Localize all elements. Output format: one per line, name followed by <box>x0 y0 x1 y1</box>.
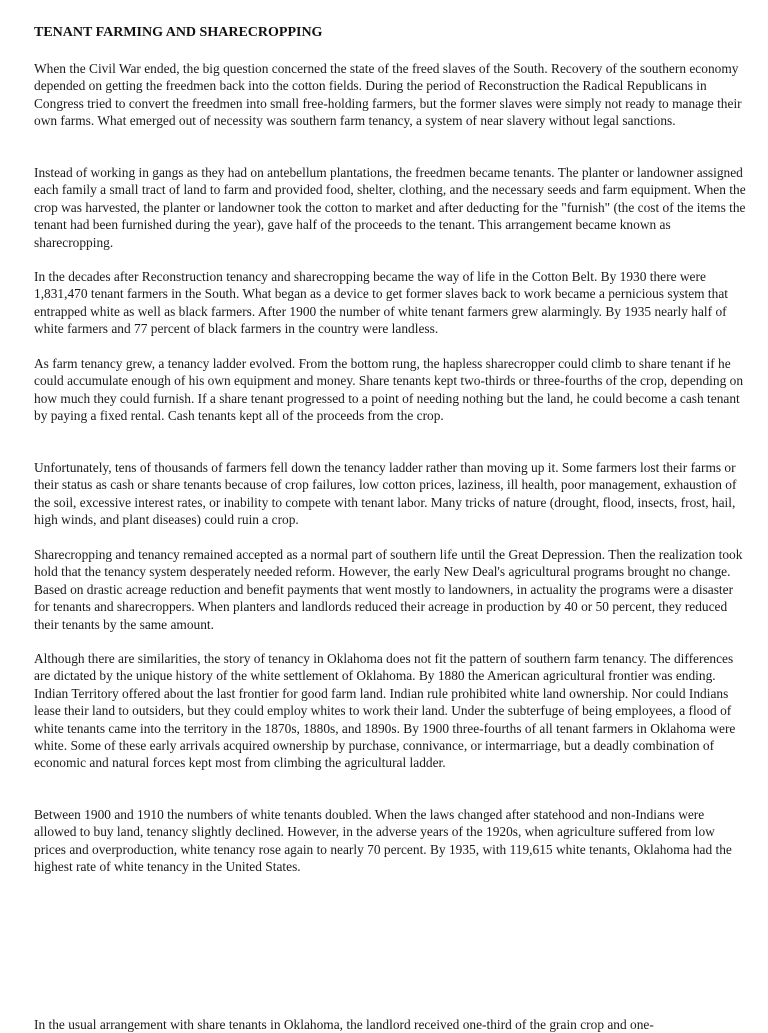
paragraph-civil-war-end: When the Civil War ended, the big question concerned the state of the freed slaves of the South. Recovery of the southern economy depended on getting the freedmen back into the cotton fields. During the period of Reconstruction the Radical Republicans in Congress tried to convert the freedmen into small free-holding farmers, but the former slaves were simply not ready to manage their own farms. What emerged out of necessity was southern farm tenancy, a system of near slavery without legal sanctions. <box>34 61 742 129</box>
paragraph-tenancy-ladder: As farm tenancy grew, a tenancy ladder evolved. From the bottom rung, the hapless sharecropper could climb to share tenant if he could accumulate enough of his own equipment and money. Share tenants kept two-thirds or three-fourths of the crop, depending on how much they could furnish. If a share tenant progressed to a point of needing nothing but the land, he could become a cash tenant by paying a fixed rental. Cash tenants kept all of the proceeds from the crop. <box>34 356 744 424</box>
paragraph-falling-down-ladder: Unfortunately, tens of thousands of farmers fell down the tenancy ladder rather than moving up it. Some farmers lost their farms or their status as cash or share tenants because of crop failures, low cotton prices, laziness, ill health, poor management, exhaustion of the soil, excessive interest rates, or inability to compete with tenant labor. Many tricks of nature (drought, flood, insects, frost, hail, high winds, and plant diseases) could ruin a crop. <box>34 460 737 528</box>
document-title: TENANT FARMING AND SHARECROPPING <box>34 25 323 40</box>
paragraph-share-tenant-arrangement: In the usual arrangement with share tenants in Oklahoma, the landlord received one-third of the grain crop and one- <box>34 1017 654 1032</box>
paragraph-oklahoma-differences: Although there are similarities, the story of tenancy in Oklahoma does not fit the pattern of southern farm tenancy. The differences are dictated by the unique history of the white settlement of Oklahoma. By 1880 the American agricultural frontier was ending. Indian Territory offered about the last frontier for good farm land. Indian rule prohibited white land ownership. Nor could Indians lease their land to outsiders, but they could employ whites to work their land. Under the subterfuge of being employees, a flood of white tenants came into the territory in the 1870s, 1880s, and 1890s. By 1900 three-fourths of all tenant farmers in Oklahoma were white. Some of these early arrivals acquired ownership by purchase, connivance, or intermarriage, but a deadly combination of economic and natural forces kept most from climbing the agricultural ladder. <box>34 651 736 771</box>
paragraph-cotton-belt: In the decades after Reconstruction tenancy and sharecropping became the way of life in the Cotton Belt. By 1930 there were 1,831,470 tenant farmers in the South. What began as a device to get former slaves back to work became a pernicious system that entrapped white as well as black farmers. After 1900 the number of white tenant farmers grew alarmingly. By 1935 nearly half of white farmers and 77 percent of black farmers in the country were landless. <box>34 269 728 337</box>
paragraph-sharecropping-origin: Instead of working in gangs as they had on antebellum plantations, the freedmen became tenants. The planter or landowner assigned each family a small tract of land to farm and provided food, shelter, clothing, and the necessary seeds and farm equipment. When the crop was harvested, the planter or landowner took the cotton to market and after deducting for the "furnish" (the cost of the items the tenant had been furnished during the year), gave half of the proceeds to the tenant. This arrangement became known as sharecropping. <box>34 165 746 250</box>
paragraph-white-tenancy-growth: Between 1900 and 1910 the numbers of white tenants doubled. When the laws changed after statehood and non-Indians were allowed to buy land, tenancy slightly declined. However, in the adverse years of the 1920s, when agriculture suffered from low prices and overproduction, white tenancy rose again to nearly 70 percent. By 1935, with 119,615 white tenants, Oklahoma had the highest rate of white tenancy in the United States. <box>34 807 732 875</box>
paragraph-great-depression: Sharecropping and tenancy remained accepted as a normal part of southern life until the Great Depression. Then the realization took hold that the tenancy system desperately needed reform. However, the early New Deal's agricultural programs brought no change. Based on drastic acreage reduction and benefit payments that went mostly to landowners, in actuality the programs were a disaster for tenants and sharecroppers. When planters and landlords reduced their acreage in production by 40 or 50 percent, they reduced their tenants by the same amount. <box>34 547 743 632</box>
